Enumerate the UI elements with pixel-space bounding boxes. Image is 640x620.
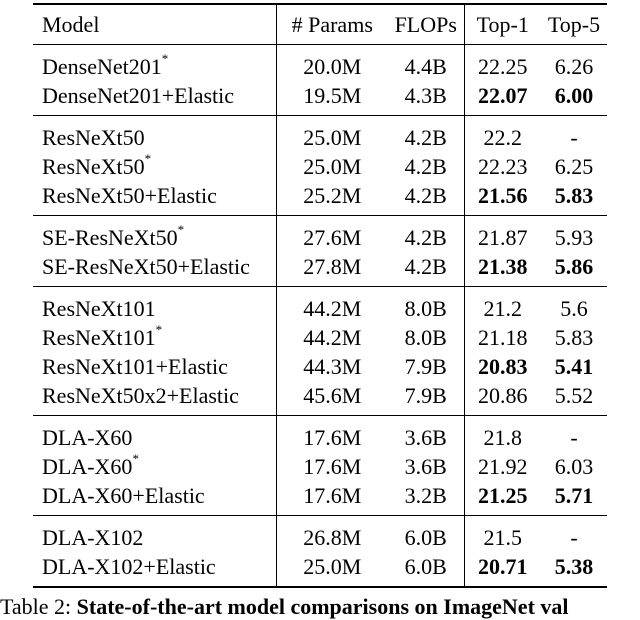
cell-top1: 21.25 (478, 482, 528, 508)
table-row (33, 287, 607, 324)
cell-flops: 7.9B (388, 352, 464, 381)
table-row (33, 181, 607, 216)
table-row (33, 252, 607, 287)
cell-top5: 5.86 (554, 253, 594, 279)
cell-params: 17.6M (303, 453, 362, 479)
cell-top1: 21.2 (483, 295, 522, 321)
model-name: DLA-X60 (42, 424, 133, 450)
cell-params: 17.6M (303, 424, 362, 450)
cell-flops: 3.2B (388, 481, 464, 516)
model-name: SE-ResNeXt50 (42, 224, 178, 250)
cell-params: 44.2M (303, 324, 362, 350)
reimplemented-marker: * (132, 450, 139, 466)
table-row (33, 45, 607, 82)
reimplemented-marker: * (144, 150, 152, 166)
cell-flops: 6.0B (388, 552, 464, 587)
table-group (33, 516, 607, 588)
cell-model (33, 116, 276, 153)
results-table (33, 3, 607, 588)
cell-top5: 5.6 (560, 295, 588, 321)
cell-top1: 21.8 (483, 424, 522, 450)
cell-model (33, 152, 276, 181)
reimplemented-marker: * (155, 321, 163, 337)
model-name: ResNeXt50x2+Elastic (42, 382, 239, 408)
cell-top1: 22.07 (478, 82, 528, 108)
cell-top5: - (570, 424, 578, 450)
cell-model (33, 45, 276, 82)
cell-model (33, 416, 276, 453)
table-group (33, 116, 607, 216)
cell-flops: 4.4B (388, 45, 464, 82)
caption-label: Table 2: (0, 594, 72, 619)
table-row (33, 216, 607, 253)
table-row (33, 381, 607, 416)
table-row (33, 152, 607, 181)
model-name: DenseNet201+Elastic (42, 82, 235, 108)
header-flops: FLOPs (388, 4, 464, 45)
cell-top5: 5.83 (554, 182, 594, 208)
table-caption (0, 594, 640, 620)
cell-model (33, 352, 276, 381)
cell-top1: 20.86 (478, 382, 528, 408)
cell-model (33, 552, 276, 587)
cell-top5: 6.00 (554, 82, 594, 108)
table-group (33, 416, 607, 516)
cell-params: 27.8M (303, 253, 362, 279)
cell-model (33, 516, 276, 553)
cell-params: 25.2M (303, 182, 362, 208)
table-group (33, 287, 607, 416)
cell-flops: 4.2B (388, 181, 464, 216)
caption-text: State-of-the-art model comparisons on ImageNet val (76, 594, 569, 619)
cell-top5: 5.41 (554, 353, 594, 379)
cell-flops: 4.2B (388, 216, 464, 253)
cell-top5: 5.38 (554, 553, 594, 579)
cell-top1: 21.92 (478, 453, 528, 479)
cell-top5: - (570, 124, 578, 150)
header-params: # Params (291, 11, 373, 37)
cell-flops: 4.3B (388, 81, 464, 116)
cell-top5: 6.25 (554, 153, 594, 179)
cell-top1: 22.25 (478, 53, 528, 79)
results-table-container (33, 3, 607, 588)
cell-top5: 5.52 (554, 382, 594, 408)
cell-params: 25.0M (303, 124, 362, 150)
cell-flops: 4.2B (388, 116, 464, 153)
header-top1: Top-1 (476, 11, 529, 37)
reimplemented-marker: * (161, 50, 169, 66)
model-name: ResNeXt50 (42, 124, 145, 150)
table-row (33, 452, 607, 481)
cell-params: 19.5M (303, 82, 362, 108)
cell-flops: 7.9B (388, 381, 464, 416)
cell-flops: 8.0B (388, 287, 464, 324)
cell-model (33, 452, 276, 481)
cell-params: 45.6M (303, 382, 362, 408)
table-row (33, 116, 607, 153)
table-row (33, 516, 607, 553)
model-name: ResNeXt101+Elastic (42, 353, 228, 379)
model-name: DLA-X60 (42, 453, 133, 479)
cell-params: 44.3M (303, 353, 362, 379)
cell-top5: 5.71 (554, 482, 594, 508)
cell-model (33, 216, 276, 253)
model-name: DLA-X102+Elastic (42, 553, 216, 579)
cell-top1: 20.71 (478, 553, 528, 579)
cell-params: 17.6M (303, 482, 362, 508)
model-name: DLA-X102 (42, 524, 144, 550)
cell-params: 25.0M (303, 553, 362, 579)
model-name: DenseNet201 (42, 53, 162, 79)
header-top5: Top-5 (547, 11, 601, 37)
cell-top1: 21.87 (478, 224, 528, 250)
header-row (33, 4, 607, 45)
table-group (33, 45, 607, 116)
cell-top5: 6.26 (554, 53, 594, 79)
table-row (33, 81, 607, 116)
cell-top5: 5.83 (554, 324, 594, 350)
cell-top5: 5.93 (554, 224, 594, 250)
table-row (33, 323, 607, 352)
table-group (33, 216, 607, 287)
model-name: ResNeXt50 (42, 153, 145, 179)
model-name: SE-ResNeXt50+Elastic (42, 253, 250, 279)
cell-top1: 20.83 (478, 353, 528, 379)
cell-top1: 22.23 (478, 153, 528, 179)
table-row (33, 552, 607, 587)
model-name: ResNeXt101 (42, 324, 156, 350)
table-header (33, 4, 607, 45)
cell-top1: 21.5 (483, 524, 522, 550)
model-name: ResNeXt50+Elastic (42, 182, 217, 208)
cell-flops: 6.0B (388, 516, 464, 553)
cell-params: 27.6M (303, 224, 362, 250)
cell-model (33, 252, 276, 287)
cell-model (33, 381, 276, 416)
cell-top5: - (570, 524, 578, 550)
cell-flops: 4.2B (388, 152, 464, 181)
cell-params: 25.0M (303, 153, 362, 179)
table-row (33, 352, 607, 381)
cell-flops: 3.6B (388, 452, 464, 481)
cell-params: 44.2M (303, 295, 362, 321)
cell-flops: 4.2B (388, 252, 464, 287)
cell-model (33, 481, 276, 516)
model-name: DLA-X60+Elastic (42, 482, 205, 508)
cell-model (33, 287, 276, 324)
model-name: ResNeXt101 (42, 295, 156, 321)
cell-model (33, 81, 276, 116)
cell-top1: 21.38 (478, 253, 528, 279)
reimplemented-marker: * (177, 221, 185, 237)
cell-flops: 8.0B (388, 323, 464, 352)
header-model: Model (33, 4, 276, 45)
cell-top1: 22.2 (483, 124, 522, 150)
cell-top1: 21.56 (478, 182, 528, 208)
cell-model (33, 323, 276, 352)
cell-params: 26.8M (303, 524, 362, 550)
cell-model (33, 181, 276, 216)
cell-flops: 3.6B (388, 416, 464, 453)
cell-top5: 6.03 (554, 453, 594, 479)
table-row (33, 481, 607, 516)
table-row (33, 416, 607, 453)
cell-top1: 21.18 (478, 324, 528, 350)
cell-params: 20.0M (303, 53, 362, 79)
